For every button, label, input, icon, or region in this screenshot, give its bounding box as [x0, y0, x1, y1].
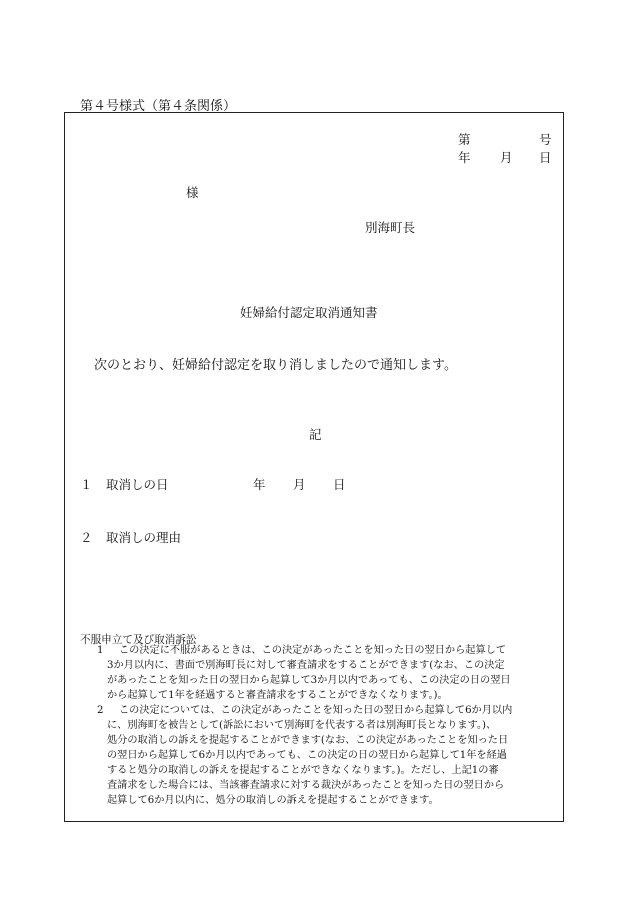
item-1-label: 取消しの日 [106, 477, 169, 492]
date-year: 年 [458, 150, 471, 165]
note-2-line: の翌日から起算して6か月以内であっても、この決定の日の翌日から起算して1年を経過 [107, 750, 507, 761]
note-1-line: があったことを知った日の翌日から起算して3か月以内であっても、この決定の日の翌日 [107, 675, 511, 686]
note-2-line: 査請求をした場合には、当該審査請求に対する裁決があったことを知った日の翌日から [107, 780, 505, 791]
note-1-line: から起算して1年を経過すると審査請求をすることができなくなります。)。 [107, 690, 448, 701]
note-2-line: 起算して6か月以内に、処分の取消しの訴えを提起することができます。 [107, 795, 439, 806]
note-1-line: この決定に不服があるときは、この決定があったことを知った日の翌日から起算して [119, 645, 507, 656]
date-day: 日 [539, 150, 552, 165]
notes-heading: 不服申立て及び取消訴訟 [80, 634, 197, 646]
note-2-line: 処分の取消しの訴えを提起することができます(なお、この決定があったことを知った日 [107, 735, 509, 746]
form-number-title: 第４号様式（第４条関係） [80, 99, 237, 114]
note-2-line: この決定については、この決定があったことを知った日の翌日から起算して6か月以内 [119, 705, 513, 716]
addressee-suffix: 様 [186, 185, 199, 200]
date-month: 月 [500, 150, 513, 165]
issuer-name: 別海町長 [365, 220, 416, 235]
item-2-number: ２ [80, 530, 93, 545]
item-1-year: 年 [253, 477, 266, 492]
document-title: 妊婦給付認定取消通知書 [240, 305, 378, 320]
note-2-line: に、別海町を被告として(訴訟において別海町を代表する者は別海町長となります。)、 [107, 720, 497, 731]
ki-heading: 記 [309, 427, 322, 442]
number-prefix: 第 [458, 132, 471, 147]
item-1-number: １ [80, 477, 93, 492]
item-1-month: 月 [293, 477, 306, 492]
item-1-day: 日 [333, 477, 346, 492]
number-suffix: 号 [539, 132, 552, 147]
note-1-number: 1 [97, 645, 104, 656]
note-2-line: すると処分の取消しの訴えを提起することができなくなります。)。ただし、上記1の審 [107, 765, 499, 776]
body-text: 次のとおり、妊婦給付認定を取り消しましたので通知します。 [94, 358, 457, 373]
item-2-label: 取消しの理由 [106, 530, 182, 545]
note-2-number: 2 [97, 705, 104, 716]
note-1-line: 3か月以内に、書面で別海町長に対して審査請求をすることができます(なお、この決定 [107, 660, 505, 671]
